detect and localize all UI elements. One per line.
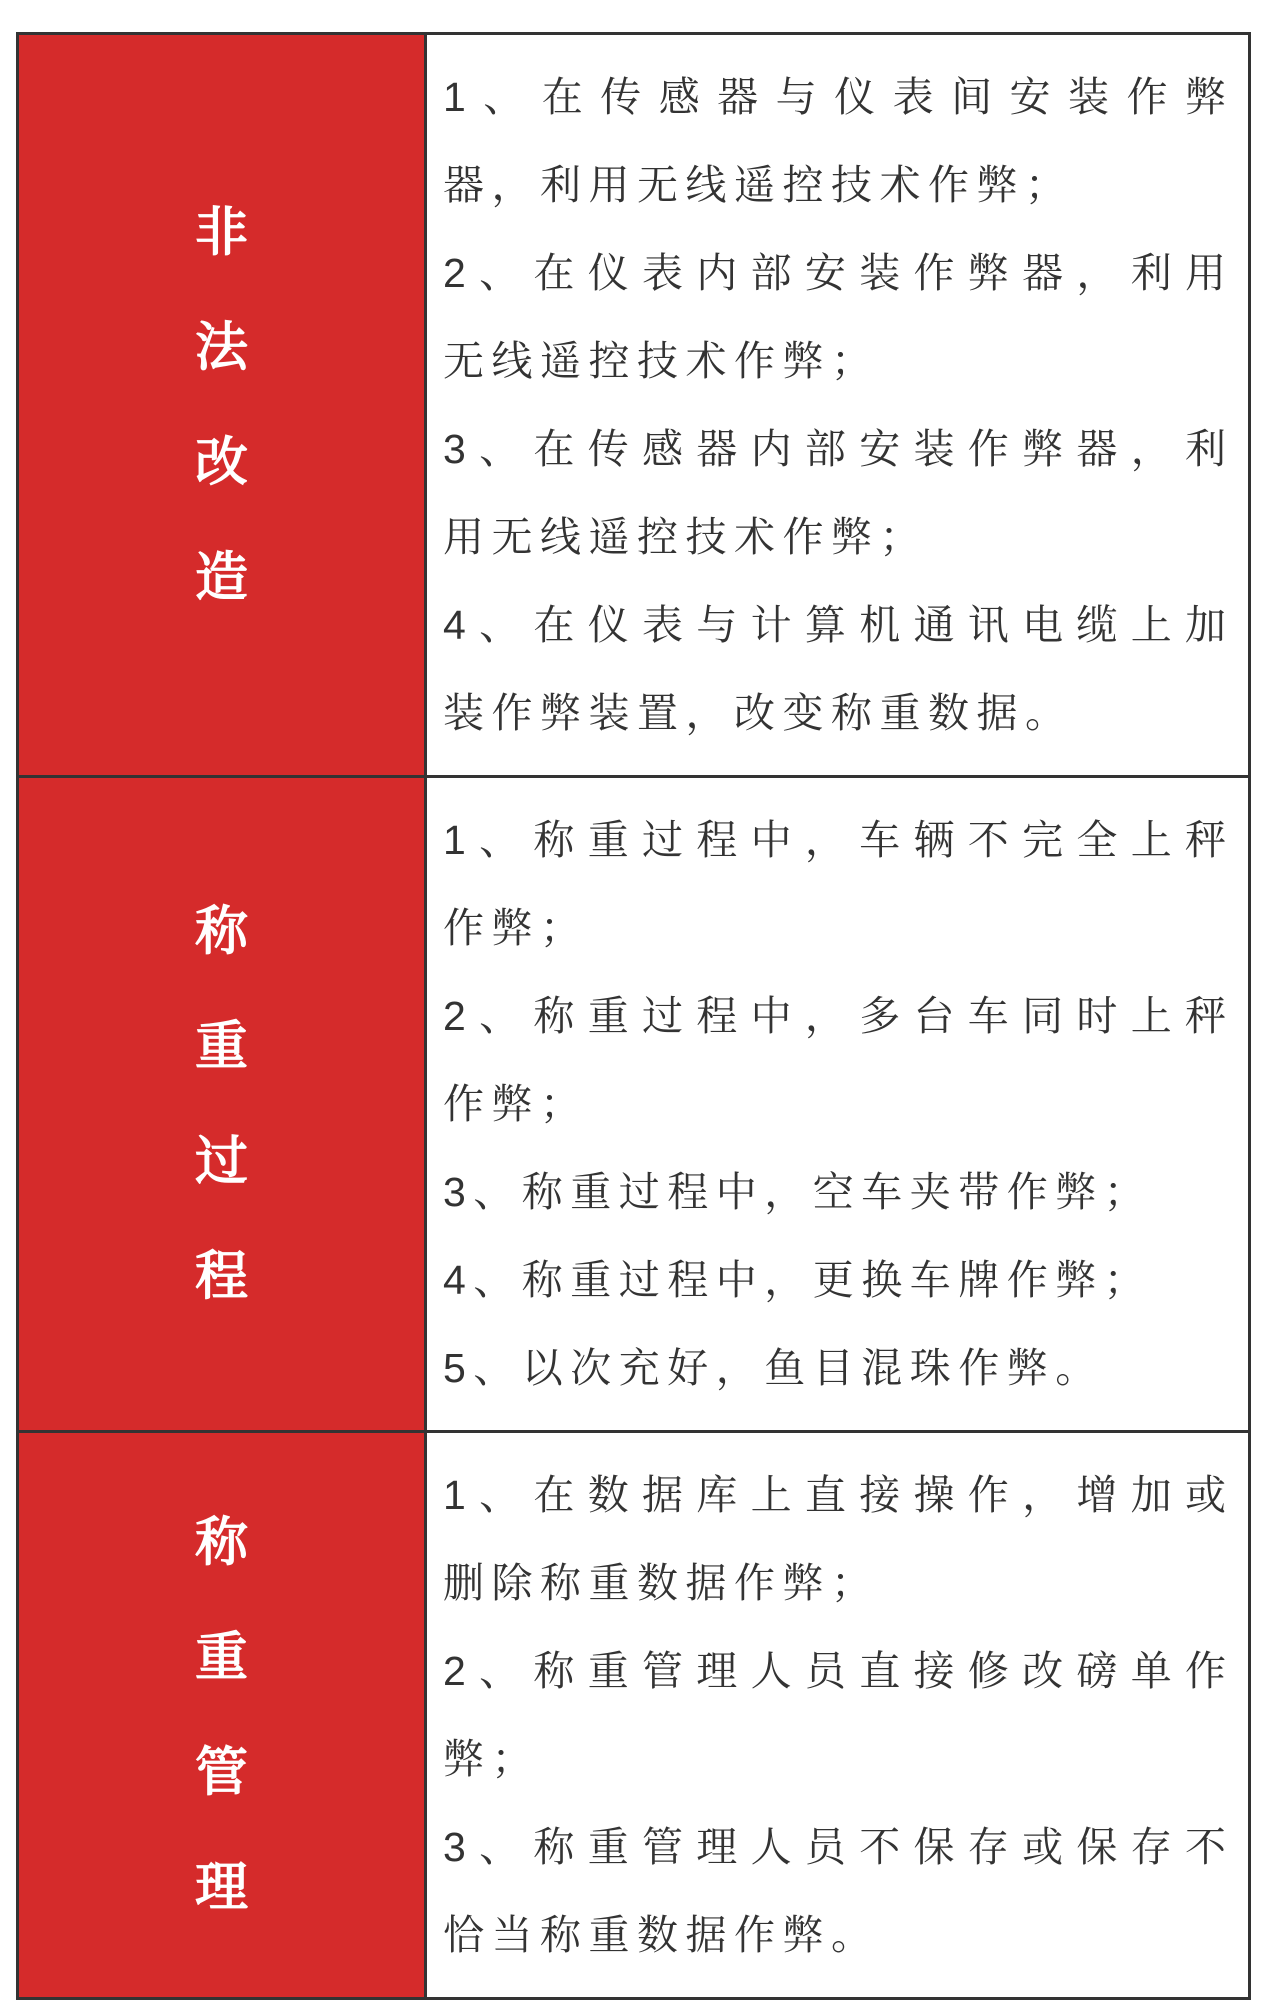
item-line: 4、在仪表与计算机通讯电缆上加 [443,602,1226,648]
list-item [443,1451,1226,1627]
item-line: 无线遥控技术作弊； [443,338,880,384]
item-line: 恰当称重数据作弊。 [443,1912,880,1958]
item-line: 作弊； [443,905,589,951]
item-line: 3、称重过程中，空车夹带作弊； [443,1169,1153,1215]
description-cell [427,1433,1248,1997]
item-line: 器，利用无线遥控技术作弊； [443,162,1074,208]
list-item [443,1236,1226,1324]
category-cell [19,1433,427,1997]
item-line: 4、称重过程中，更换车牌作弊； [443,1257,1153,1303]
item-line: 1、在传感器与仪表间安装作弊 [443,74,1226,120]
item-line: 装作弊装置，改变称重数据。 [443,690,1074,736]
description-cell [427,35,1248,775]
list-item [443,229,1226,405]
list-item [443,53,1226,229]
category-label: 称重管理 [195,1513,248,1917]
item-line: 删除称重数据作弊； [443,1560,880,1606]
category-cell [19,35,427,775]
item-line: 弊； [443,1736,540,1782]
table-row [19,775,1248,1430]
category-label: 非法改造 [195,203,248,607]
category-cell [19,778,427,1430]
item-line: 1、称重过程中，车辆不完全上秤 [443,817,1226,863]
table-row [19,35,1248,775]
item-line: 2、称重管理人员直接修改磅单作 [443,1648,1226,1694]
description-cell [427,778,1248,1430]
list-item [443,796,1226,972]
item-line: 3、称重管理人员不保存或保存不 [443,1824,1226,1870]
list-item [443,581,1226,757]
item-line: 1、在数据库上直接操作，增加或 [443,1472,1226,1518]
list-item [443,972,1226,1148]
item-line: 2、称重过程中，多台车同时上秤 [443,993,1226,1039]
weighing-fraud-table [16,32,1251,2000]
list-item [443,1803,1226,1979]
list-item [443,1627,1226,1803]
item-line: 用无线遥控技术作弊； [443,514,928,560]
table-row [19,1430,1248,1997]
item-line: 3、在传感器内部安装作弊器，利 [443,426,1226,472]
item-line: 作弊； [443,1081,589,1127]
category-label: 称重过程 [195,902,248,1306]
item-line: 5、以次充好，鱼目混珠作弊。 [443,1345,1104,1391]
list-item [443,1148,1226,1236]
list-item [443,1324,1226,1412]
item-line: 2、在仪表内部安装作弊器，利用 [443,250,1226,296]
list-item [443,405,1226,581]
